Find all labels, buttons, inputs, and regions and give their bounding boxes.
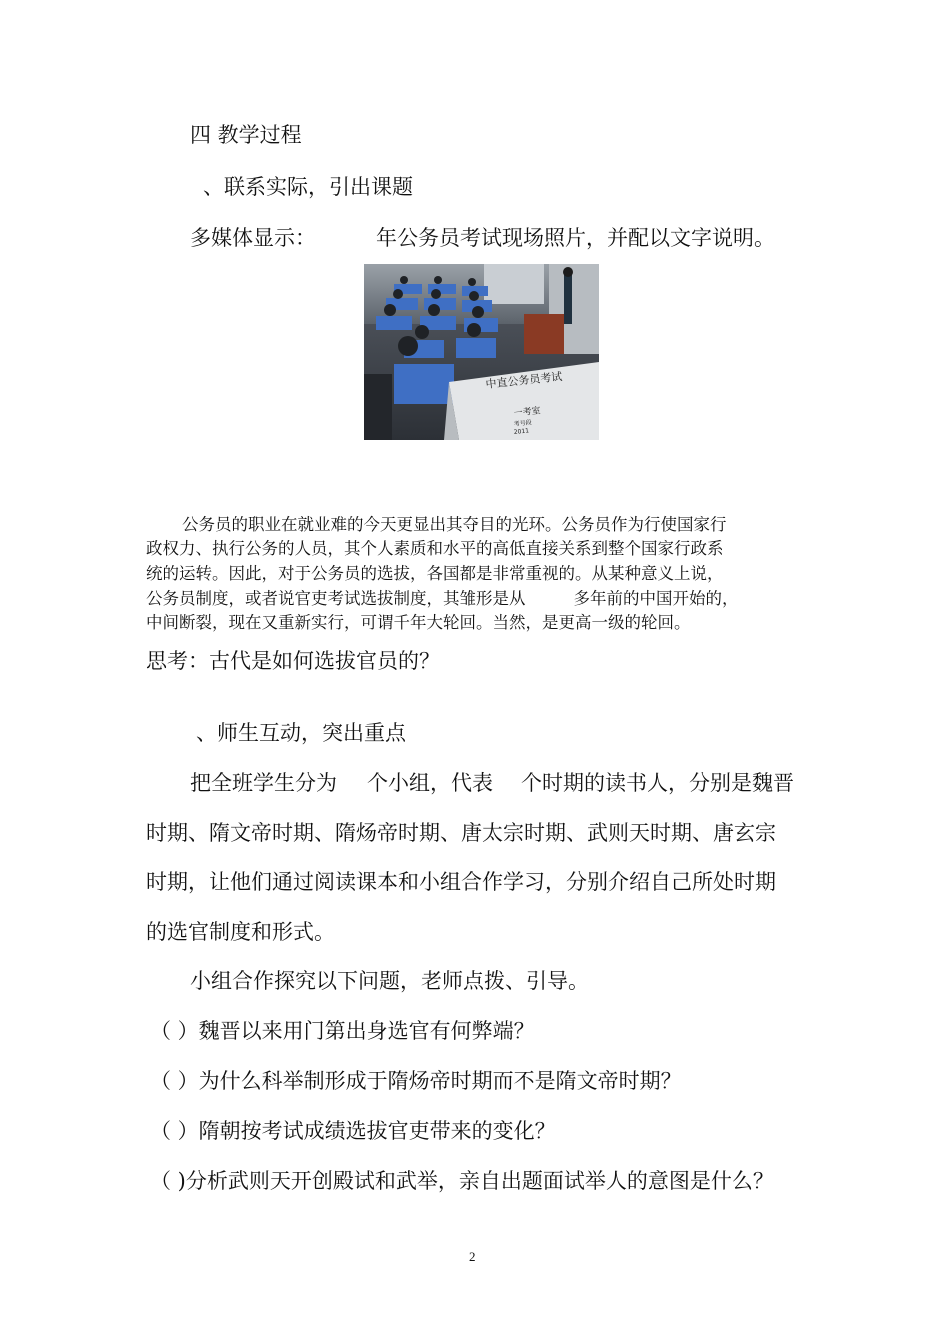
exam-sign-range: 考号段 (513, 419, 533, 428)
paragraph-line-5: 中间断裂，现在又重新实行，可谓千年大轮回。当然，是更高一级的轮回。 (146, 613, 691, 632)
question-3: （ ）隋朝按考试成绩选拔官吏带来的变化？ (150, 1119, 556, 1143)
group-task-intro: 小组合作探究以下问题，老师点拨、引导。 (190, 969, 589, 993)
paragraph-line-3: 统的运转。因此，对于公务员的选拔，各国都是非常重视的。从某种意义上说， (146, 564, 724, 583)
exam-sign-room: 一考室 (513, 406, 542, 419)
section-heading: 四 教学过程 (190, 123, 302, 147)
exam-sign-year: 2011 (513, 427, 530, 436)
question-4: （ )分析武则天开创殿试和武举，亲自出题面试举人的意图是什么？ (150, 1169, 774, 1193)
page-number: 2 (469, 1249, 476, 1264)
section2-para-line-4: 的选官制度和形式。 (146, 920, 335, 944)
multimedia-text: 年公务员考试现场照片，并配以文字说明。 (376, 226, 775, 250)
paragraph-line-1: 公务员的职业在就业难的今天更显出其夺目的光环。公务员作为行使国家行 (182, 515, 727, 534)
section1-title: 、联系实际，引出课题 (203, 175, 413, 199)
multimedia-line (190, 225, 775, 251)
paragraph-line-4 (146, 588, 739, 610)
section2-para-line-2: 时期、隋文帝时期、隋炀帝时期、唐太宗时期、武则天时期、唐玄宗 (146, 821, 776, 845)
question-2: （ ）为什么科举制形成于隋炀帝时期而不是隋文帝时期？ (150, 1069, 682, 1093)
paragraph-line-4a: 公务员制度，或者说官吏考试选拔制度，其雏形是从 (146, 589, 526, 608)
think-question: 思考：古代是如何选拔官员的？ (146, 649, 440, 673)
section2-title: 、师生互动，突出重点 (196, 721, 406, 745)
section2-para-line-1 (190, 770, 794, 796)
exam-room-illustration (364, 264, 599, 440)
paragraph-line-2: 政权力、执行公务的人员，其个人素质和水平的高低直接关系到整个国家行政系 (146, 539, 724, 558)
multimedia-label: 多媒体显示： (190, 226, 316, 250)
question-1: （ ）魏晋以来用门第出身选官有何弊端？ (150, 1019, 535, 1043)
section2-para-1b: 个小组，代表 (367, 771, 493, 795)
section2-para-1a: 把全班学生分为 (190, 771, 337, 795)
exam-room-photo (364, 264, 599, 440)
exam-sign-title: 中直公务员考试 (484, 370, 563, 391)
section2-para-1c: 个时期的读书人，分别是魏晋 (521, 771, 794, 795)
paragraph-line-4b: 多年前的中国开始的， (573, 589, 739, 608)
section2-para-line-3: 时期，让他们通过阅读课本和小组合作学习，分别介绍自己所处时期 (146, 870, 776, 894)
